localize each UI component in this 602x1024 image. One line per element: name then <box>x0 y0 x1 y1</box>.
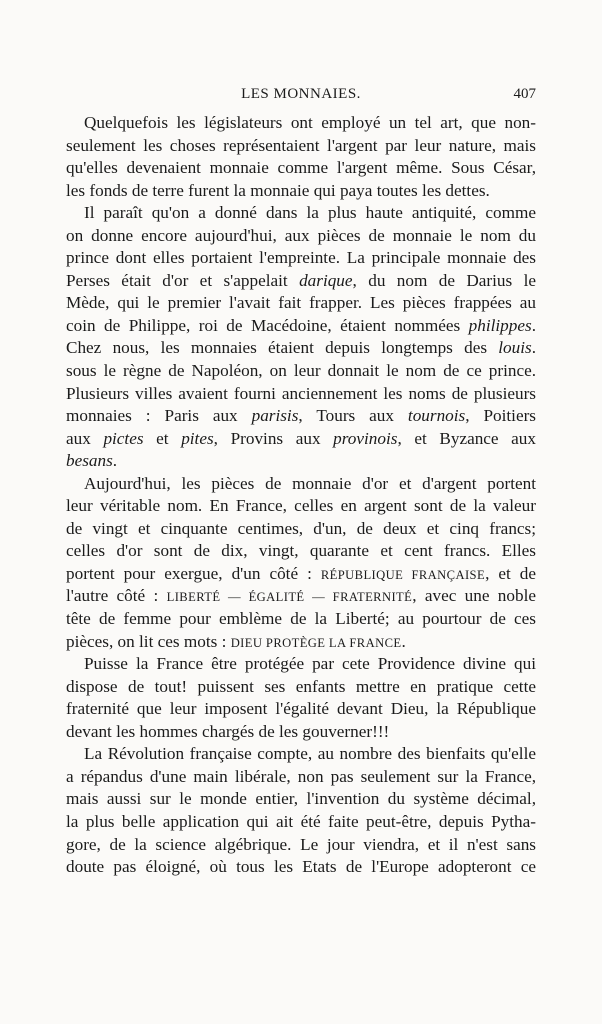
body-text <box>66 112 536 879</box>
text-segment: doute pas éloigné, où tous les Etats de l'Europe adopteront ce <box>66 857 536 877</box>
text-segment: . <box>531 338 536 358</box>
text-line <box>66 834 536 857</box>
text-segment: . <box>112 451 118 471</box>
small-caps-inscription: RÉPUBLIQUE FRANÇAISE <box>320 567 486 582</box>
text-segment: sous le règne de Napoléon, on leur donnait le nom de ce prince. <box>66 361 536 381</box>
text-segment: la plus belle application qui ait été faite peut-être, depuis Pytha- <box>66 811 536 831</box>
running-title: LES MONNAIES. <box>241 86 361 102</box>
small-caps-inscription: DIEU PROTÈGE LA FRANCE <box>230 635 402 650</box>
italic-term: darique <box>299 270 353 290</box>
text-line <box>66 247 536 270</box>
text-line <box>66 450 536 473</box>
text-line <box>66 540 536 563</box>
text-segment: Quelquefois les législateurs ont employé un tel art, que non- <box>84 113 536 132</box>
text-segment: et <box>143 428 182 448</box>
text-segment: Il paraît qu'on a donné dans la plus haute antiquité, comme <box>84 203 536 223</box>
text-segment: Aujourd'hui, les pièces de monnaie d'or et d'argent portent <box>84 473 536 493</box>
text-line <box>66 608 536 631</box>
text-segment: , et de <box>485 563 536 583</box>
text-line <box>66 676 536 699</box>
text-line <box>66 270 536 293</box>
text-line <box>66 856 536 879</box>
text-segment: pièces, on lit ces mots : <box>66 631 231 651</box>
text-segment: , Tours aux <box>298 406 408 426</box>
text-line <box>66 292 536 315</box>
text-segment: Perses était d'or et s'appelait <box>66 270 300 290</box>
text-line <box>66 585 536 608</box>
text-line <box>66 157 536 180</box>
text-line <box>66 631 536 654</box>
text-segment: les fonds de terre furent la monnaie qui paya toutes les dettes. <box>66 180 490 200</box>
text-line <box>66 653 536 676</box>
text-line <box>66 112 536 135</box>
text-segment: monnaies : Paris aux <box>66 406 252 426</box>
text-line <box>66 518 536 541</box>
running-head <box>66 86 536 108</box>
text-segment: Chez nous, les monnaies étaient depuis longtemps des <box>66 338 499 358</box>
text-segment: , avec une noble <box>412 586 536 606</box>
italic-term: pictes <box>103 428 144 448</box>
italic-term: pites <box>181 428 214 448</box>
text-segment: coin de Philippe, roi de Macédoine, étaient nommées <box>66 315 469 335</box>
text-line <box>66 563 536 586</box>
text-segment: mais aussi sur le monde entier, l'invention du système décimal, <box>66 789 536 809</box>
text-line <box>66 495 536 518</box>
italic-term: louis <box>498 338 532 358</box>
text-line <box>66 405 536 428</box>
text-segment: portent pour exergue, d'un côté : <box>66 563 321 583</box>
italic-term: tournois <box>407 406 466 426</box>
text-line <box>66 180 536 203</box>
italic-term: parisis <box>251 406 299 426</box>
text-line <box>66 473 536 496</box>
text-segment: l'autre côté : <box>66 586 167 606</box>
text-segment: Mède, qui le premier l'avait fait frapper. Les pièces frappées au <box>66 293 536 313</box>
text-segment: , Poitiers <box>465 406 536 426</box>
text-segment: qu'elles devenaient monnaie comme l'argent même. Sous César, <box>66 158 536 178</box>
text-segment: fraternité que leur imposent l'égalité devant Dieu, la République <box>66 699 536 719</box>
text-segment: devant les hommes chargés de les gouverner!!! <box>66 721 390 741</box>
text-line <box>66 721 536 744</box>
text-segment: seulement les choses représentaient l'argent par leur nature, mais <box>66 135 536 155</box>
text-segment: de vingt et cinquante centimes, d'un, de deux et cinq francs; <box>66 518 536 538</box>
text-segment: , Provins aux <box>213 428 334 448</box>
text-line <box>66 383 536 406</box>
text-segment: La Révolution française compte, au nombre des bienfaits qu'elle <box>84 744 536 764</box>
text-segment: Puisse la France être protégée par cete Providence divine qui <box>84 654 536 674</box>
text-segment: gore, de la science algébrique. Le jour viendra, et il n'est sans <box>66 834 536 854</box>
text-segment: , et Byzance aux <box>397 428 536 448</box>
small-caps-inscription: LIBERTÉ — ÉGALITÉ — FRATERNITÉ <box>166 590 413 605</box>
text-segment: Plusieurs villes avaient fourni anciennement les noms de plusieurs <box>66 383 536 403</box>
text-segment: leur véritable nom. En France, celles en argent sont de la valeur <box>66 496 536 516</box>
text-line <box>66 135 536 158</box>
text-segment: . <box>531 315 536 335</box>
text-line <box>66 360 536 383</box>
text-line <box>66 698 536 721</box>
text-segment: prince dont elles portaient l'empreinte. La principale monnaie des <box>66 248 536 268</box>
text-line <box>66 225 536 248</box>
italic-term: provinois <box>333 428 398 448</box>
text-segment: aux <box>66 428 104 448</box>
text-line <box>66 766 536 789</box>
italic-term: besans <box>66 451 113 471</box>
text-segment: tête de femme pour emblème de la Liberté; au pourtour de ces <box>66 609 536 629</box>
text-segment: a répandus d'une main libérale, non pas seulement sur la France, <box>66 766 536 786</box>
text-line <box>66 743 536 766</box>
text-segment: celles d'or sont de dix, vingt, quarante et cent francs. Elles <box>66 541 536 561</box>
italic-term: philippes <box>468 315 532 335</box>
text-line <box>66 428 536 451</box>
page-number: 407 <box>513 86 536 102</box>
text-segment: dispose de tout! puissent ses enfants mettre en pratique cette <box>66 676 536 696</box>
text-segment: . <box>401 631 406 651</box>
text-line <box>66 337 536 360</box>
text-line <box>66 202 536 225</box>
text-segment: on donne encore aujourd'hui, aux pièces de monnaie le nom du <box>66 225 536 245</box>
text-line <box>66 811 536 834</box>
text-segment: , du nom de Darius le <box>352 270 536 290</box>
text-line <box>66 788 536 811</box>
text-line <box>66 315 536 338</box>
